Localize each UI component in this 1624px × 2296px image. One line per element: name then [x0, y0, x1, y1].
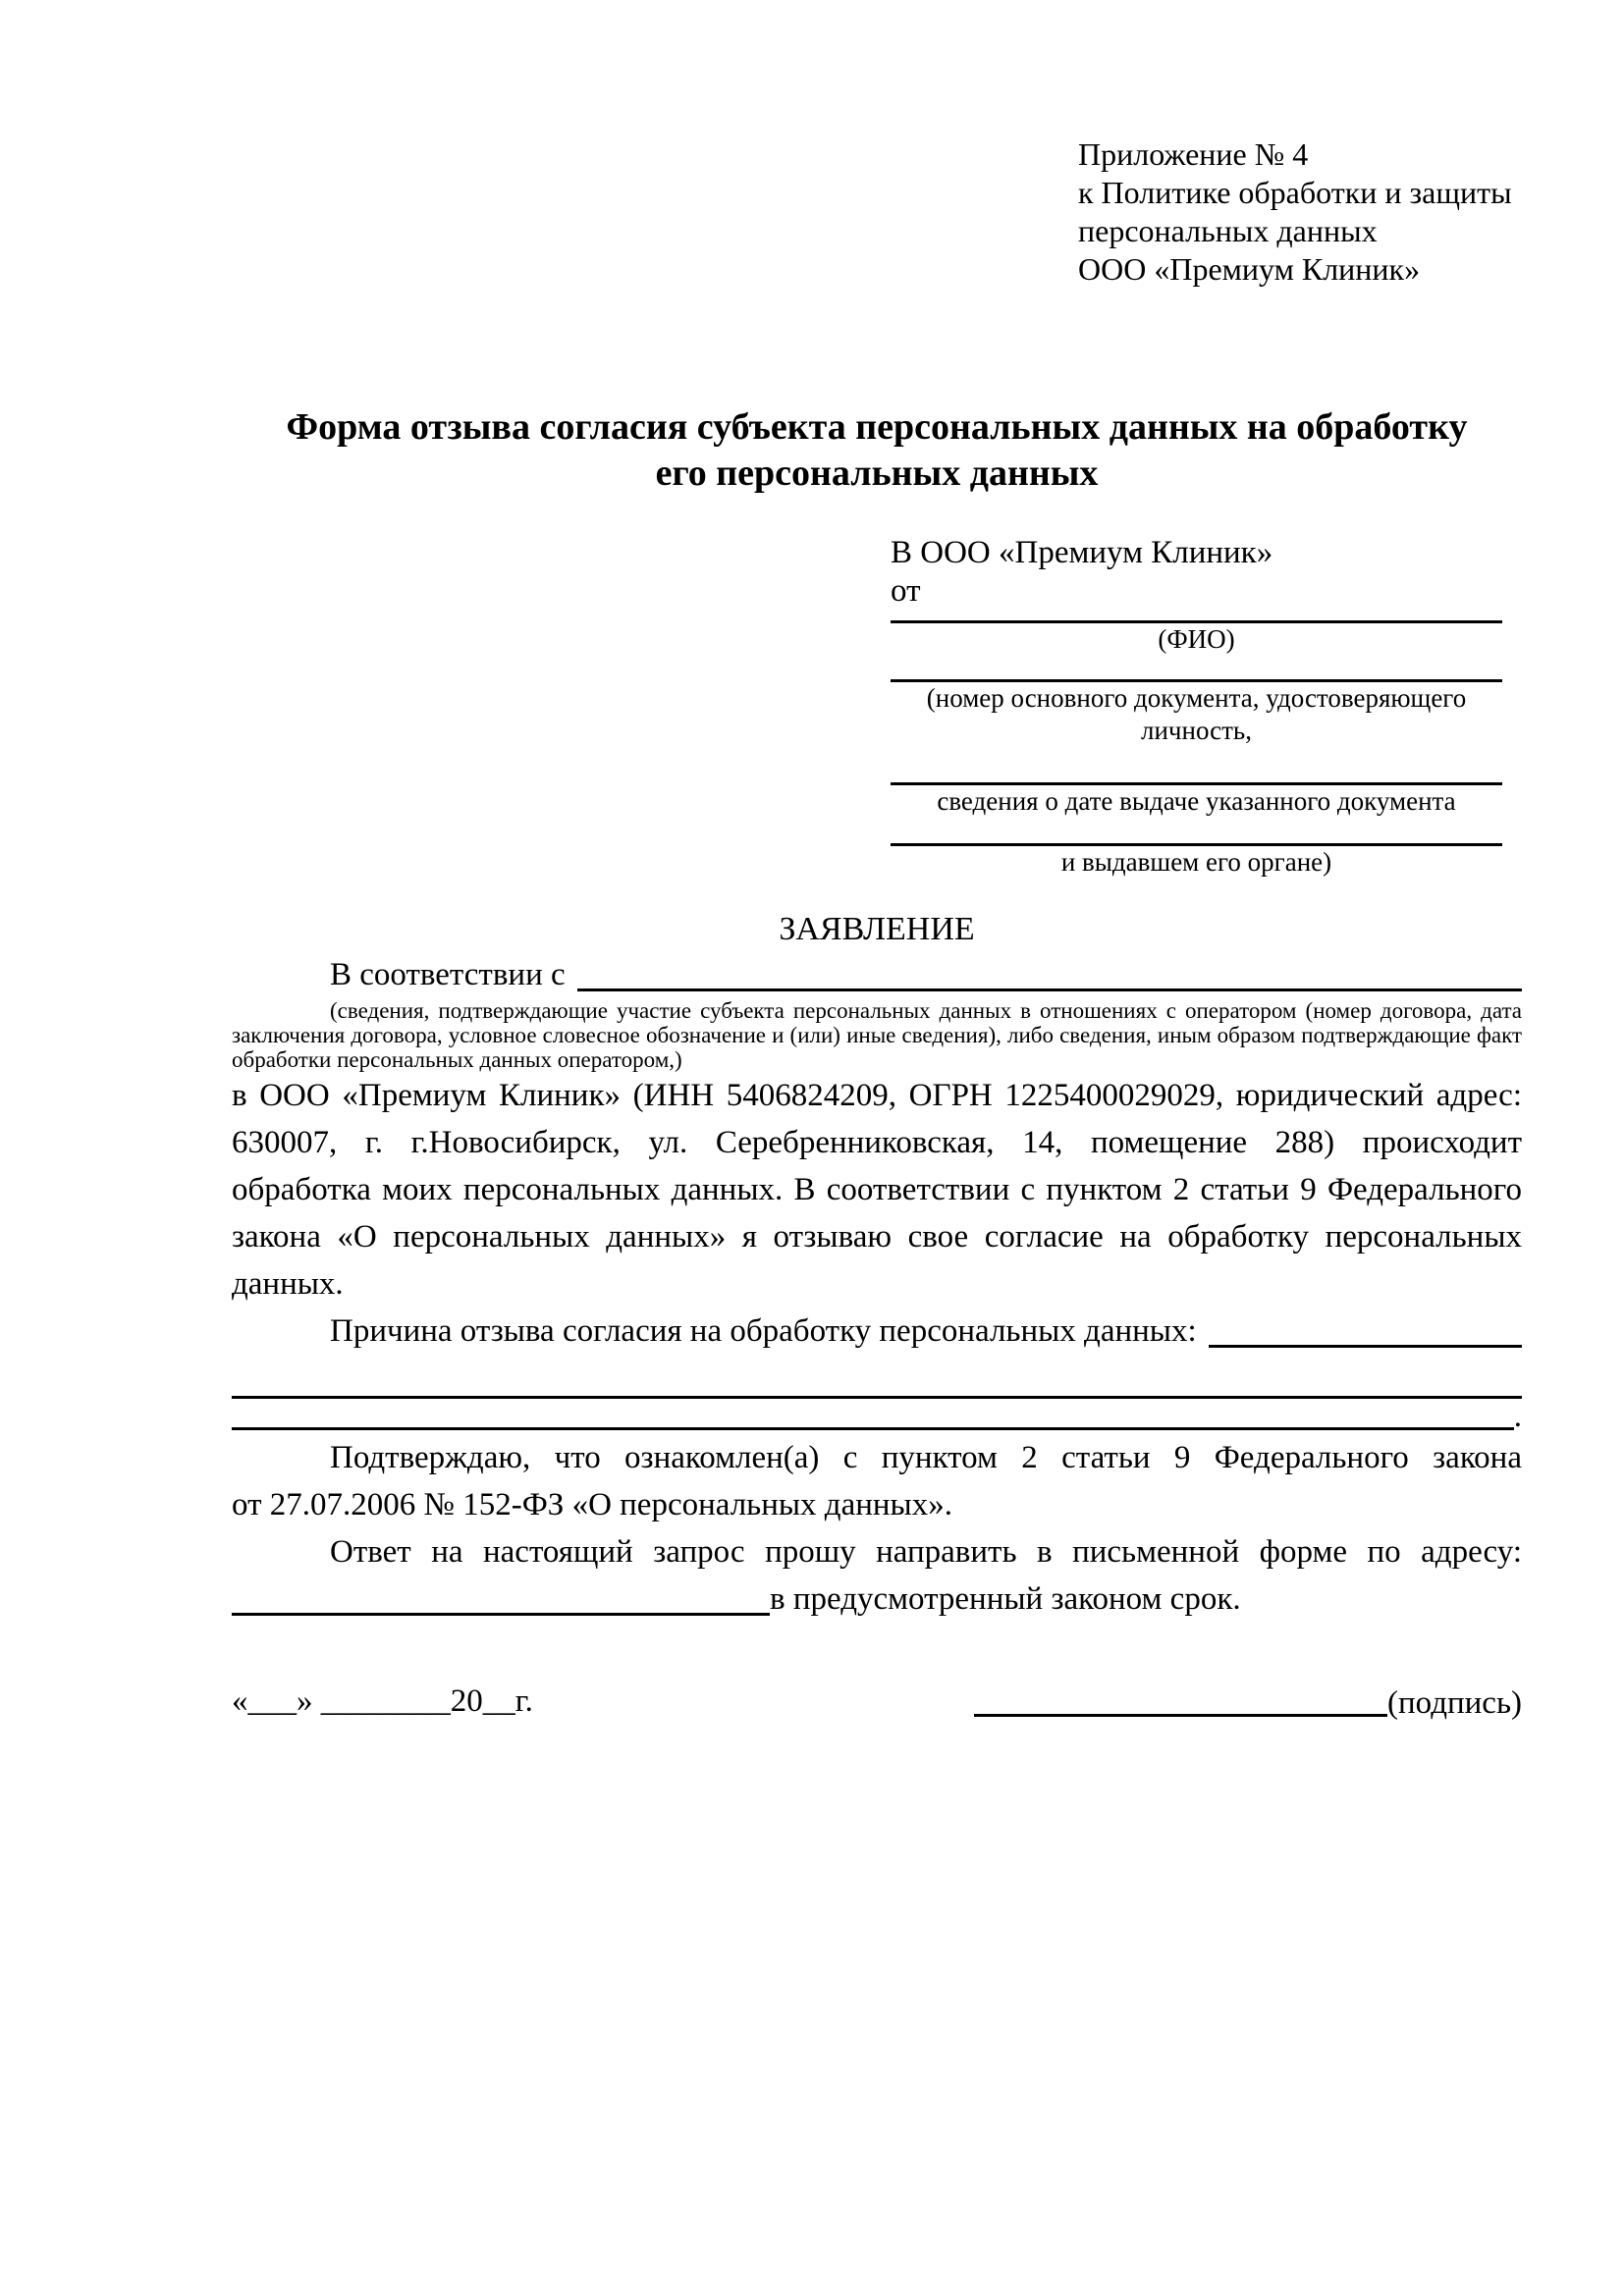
reason-row	[232, 1308, 1522, 1355]
fio-blank-line	[891, 609, 1502, 623]
fine-print-line: обработки персональных данных оператором,)	[232, 1047, 682, 1072]
addressee-to: В ООО «Премиум Клиник»	[891, 535, 1273, 570]
reply-address-blank-line	[232, 1613, 770, 1616]
statement-body	[232, 1072, 1522, 1308]
doc-number-caption: (номер основного документа, удостоверяющего личность,	[926, 683, 1467, 745]
doc-issuer-blank-line	[891, 818, 1502, 846]
doc-title-line: Форма отзыва согласия субъекта персональных данных на обработку	[286, 406, 1468, 448]
intro-prefix: В соответствии с	[330, 957, 566, 992]
addressee-block	[891, 532, 1502, 879]
reason-blank-line-3-rule	[232, 1427, 1514, 1430]
doc-number-blank-line	[891, 656, 1502, 682]
doc-issuer-caption: и выдавшем его органе)	[1060, 847, 1332, 877]
signature-group	[974, 1679, 1522, 1725]
date-field: «___» ________20__г.	[232, 1683, 533, 1719]
doc-date-blank-line	[891, 747, 1502, 785]
reply-paragraph	[232, 1528, 1522, 1623]
header-note-line: Приложение № 4	[1078, 136, 1309, 172]
statement-body-line: данных.	[232, 1266, 344, 1302]
header-note-line: к Политике обработки и защиты	[1078, 175, 1512, 210]
statement-body-line: закона «О персональных данных» я отзываю свое согласие на обработку персональных	[232, 1219, 1522, 1255]
fine-print-line: заключения договора, условное словесное обозначение и (или) иные сведения), либо сведения, иным образом подтверждающие факт	[232, 1023, 1522, 1047]
statement-heading: ЗАЯВЛЕНИЕ	[779, 911, 975, 947]
reason-blank-line-2	[232, 1361, 1522, 1399]
fine-print	[232, 998, 1522, 1072]
doc-title-line: его персональных данных	[655, 453, 1099, 494]
signature-caption: (подпись)	[1387, 1685, 1522, 1721]
paragraph-indent	[232, 951, 330, 998]
confirm-paragraph	[232, 1434, 1522, 1528]
signature-blank-line	[974, 1679, 1387, 1717]
statement-body-line: в ООО «Премиум Клиник» (ИНН 5406824209, ОГРН 1225400029029, юридический адрес:	[232, 1078, 1522, 1113]
fine-print-line: (сведения, подтверждающие участие субъекта персональных данных в отношениях с оператором (номер договора, дата	[330, 998, 1522, 1023]
confirm-line: Подтверждаю, что ознакомлен(а) с пунктом 2 статьи 9 Федерального закона	[330, 1440, 1522, 1475]
statement-body-line: 630007, г. г.Новосибирск, ул. Серебренниковская, 14, помещение 288) происходит	[232, 1125, 1522, 1160]
header-note-line: персональных данных	[1078, 213, 1378, 248]
doc-title	[232, 404, 1522, 497]
footer-row	[232, 1678, 1522, 1725]
doc-date-caption: сведения о дате выдаче указанного документа	[937, 786, 1456, 816]
paragraph-indent	[232, 1308, 330, 1355]
reply-address-row	[232, 1575, 1522, 1623]
sentence-period: .	[1513, 1399, 1522, 1434]
reason-blank-line	[1209, 1345, 1522, 1348]
statement-body-line: обработка моих персональных данных. В соответствии с пунктом 2 статьи 9 Федерального	[232, 1172, 1522, 1207]
fio-caption: (ФИО)	[1158, 624, 1235, 654]
intro-row	[232, 951, 1522, 998]
addressee-from-label: от	[891, 573, 921, 609]
reply-suffix: в предусмотренный законом срок.	[770, 1581, 1241, 1617]
basis-blank-line	[577, 988, 1522, 991]
reply-line: Ответ на настоящий запрос прошу направить в письменной форме по адресу:	[330, 1534, 1522, 1570]
reason-blank-line-3	[232, 1399, 1522, 1434]
header-note-line: ООО «Премиум Клиник»	[1078, 251, 1421, 287]
reason-label: Причина отзыва согласия на обработку персональных данных:	[330, 1313, 1197, 1349]
confirm-line: от 27.07.2006 № 152-ФЗ «О персональных данных».	[232, 1487, 952, 1522]
header-note	[1078, 135, 1522, 289]
